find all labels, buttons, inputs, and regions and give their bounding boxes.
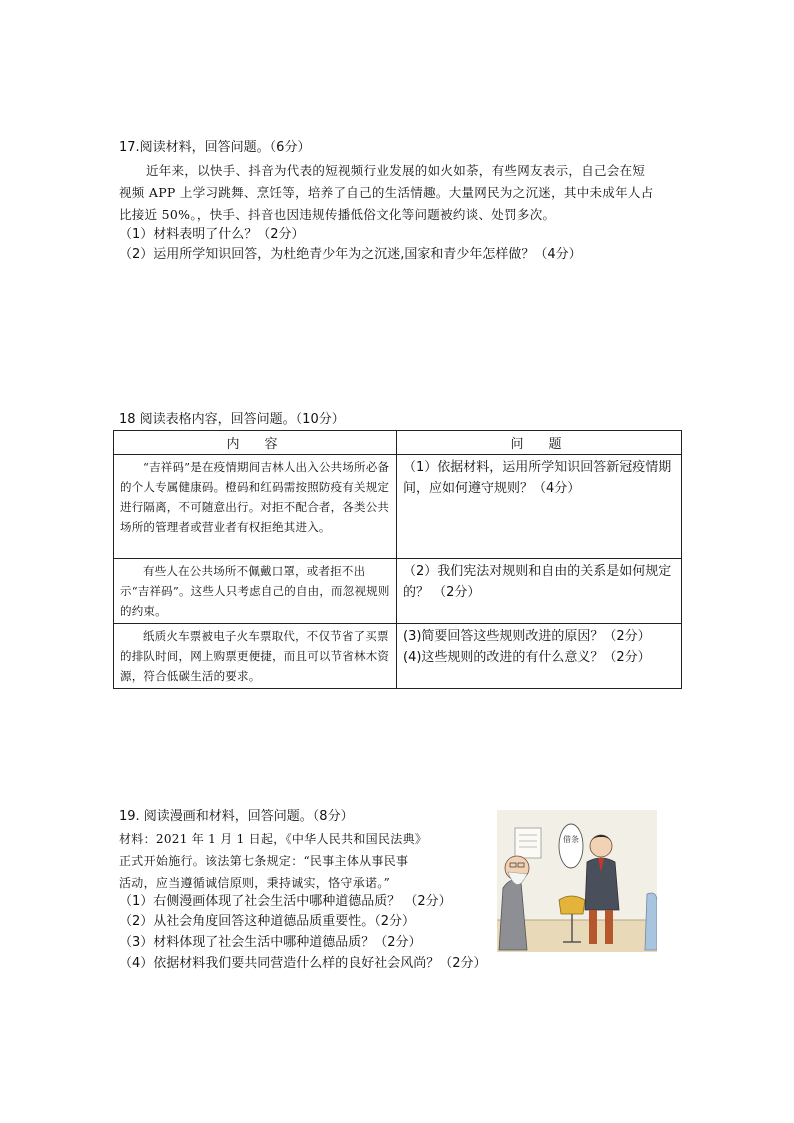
header-question: 问 题 — [397, 431, 682, 455]
header-content: 内 容 — [114, 431, 397, 455]
row-1-question — [397, 455, 682, 559]
row-1-content: “吉祥码”是在疫情期间吉林人出入公共场所必备的个人专属健康码。橙码和红码需按照防疫有关规定进行隔离，不可随意出行。对拒不配合者，各类公共场所的管理者或营业者有权拒绝其进入。 — [114, 455, 397, 559]
cartoon-illustration — [497, 810, 657, 952]
q17-material-line-1: 近年来，以快手、抖音为代表的短视频行业发展的如火如荼，有些网友表示，自己会在短 — [146, 163, 646, 178]
row-3-question-2: (4)这些规则的改进的有什么意义？（2分） — [403, 650, 651, 665]
q17-question-1: （1）材料表明了什么？（2分） — [119, 227, 305, 242]
q19-question-3: （3）材料体现了社会生活中哪种道德品质？（2分） — [119, 935, 422, 950]
q17-title: 17.阅读材料，回答问题。（6分） — [119, 140, 311, 155]
row-3-question-1: (3)简要回答这些规则改进的原因？（2分） — [403, 629, 651, 644]
table-row — [114, 624, 682, 689]
row-2-content: 有些人在公共场所不佩戴口罩，或者拒不出示“吉祥码”。这些人只考虑自己的自由，而忽视规则的约束。 — [114, 559, 397, 624]
q18-table — [113, 430, 682, 689]
q18-title: 18 阅读表格内容，回答问题。（10分） — [119, 412, 345, 427]
q17-question-2: （2）运用所学知识回答，为杜绝青少年为之沉迷,国家和青少年怎样做？（4分） — [119, 247, 582, 262]
row-3-question — [397, 624, 682, 689]
row-2-question — [397, 559, 682, 624]
row-2-question-1: （2）我们宪法对规则和自由的关系是如何规定的？ （2分） — [403, 564, 672, 600]
q19-question-4: （4）依据材料我们要共同营造什么样的良好社会风尚？（2分） — [119, 956, 487, 971]
q19-question-1: （1）右侧漫画体现了社会生活中哪种道德品质？ （2分） — [119, 894, 452, 909]
q18-table-header — [114, 431, 682, 455]
q17-material-line-3: 比接近 50%。，快手、抖音也因违规传播低俗文化等问题被约谈、处罚多次。 — [119, 207, 556, 222]
row-1-question-1: （1）依据材料，运用所学知识回答新冠疫情期间，应如何遵守规则？（4分） — [403, 460, 672, 496]
table-row — [114, 559, 682, 624]
q17-material-line-2: 视频 APP 上学习跳舞、烹饪等，培养了自己的生活情趣。大量网民为之沉迷，其中未成年人占 — [119, 185, 654, 200]
cartoon-caption: 借条 — [563, 835, 579, 844]
q19-title: 19. 阅读漫画和材料，回答问题。（8分） — [119, 809, 354, 824]
q19-material-line-3: 活动，应当遵循诚信原则，秉持诚实，恪守承诺。” — [119, 876, 391, 890]
row-3-content: 纸质火车票被电子火车票取代，不仅节省了买票的排队时间，网上购票更便捷，而且可以节省林木资源，符合低碳生活的要求。 — [114, 624, 397, 689]
q19-question-2: （2）从社会角度回答这种道德品质重要性。（2分） — [119, 914, 416, 929]
table-row — [114, 455, 682, 559]
q19-material-line-2: 正式开始施行。该法第七条规定：“民事主体从事民事 — [119, 854, 409, 868]
q19-material-line-1: 材料：2021 年 1 月 1 日起，《中华人民共和国民法典》 — [119, 832, 428, 846]
